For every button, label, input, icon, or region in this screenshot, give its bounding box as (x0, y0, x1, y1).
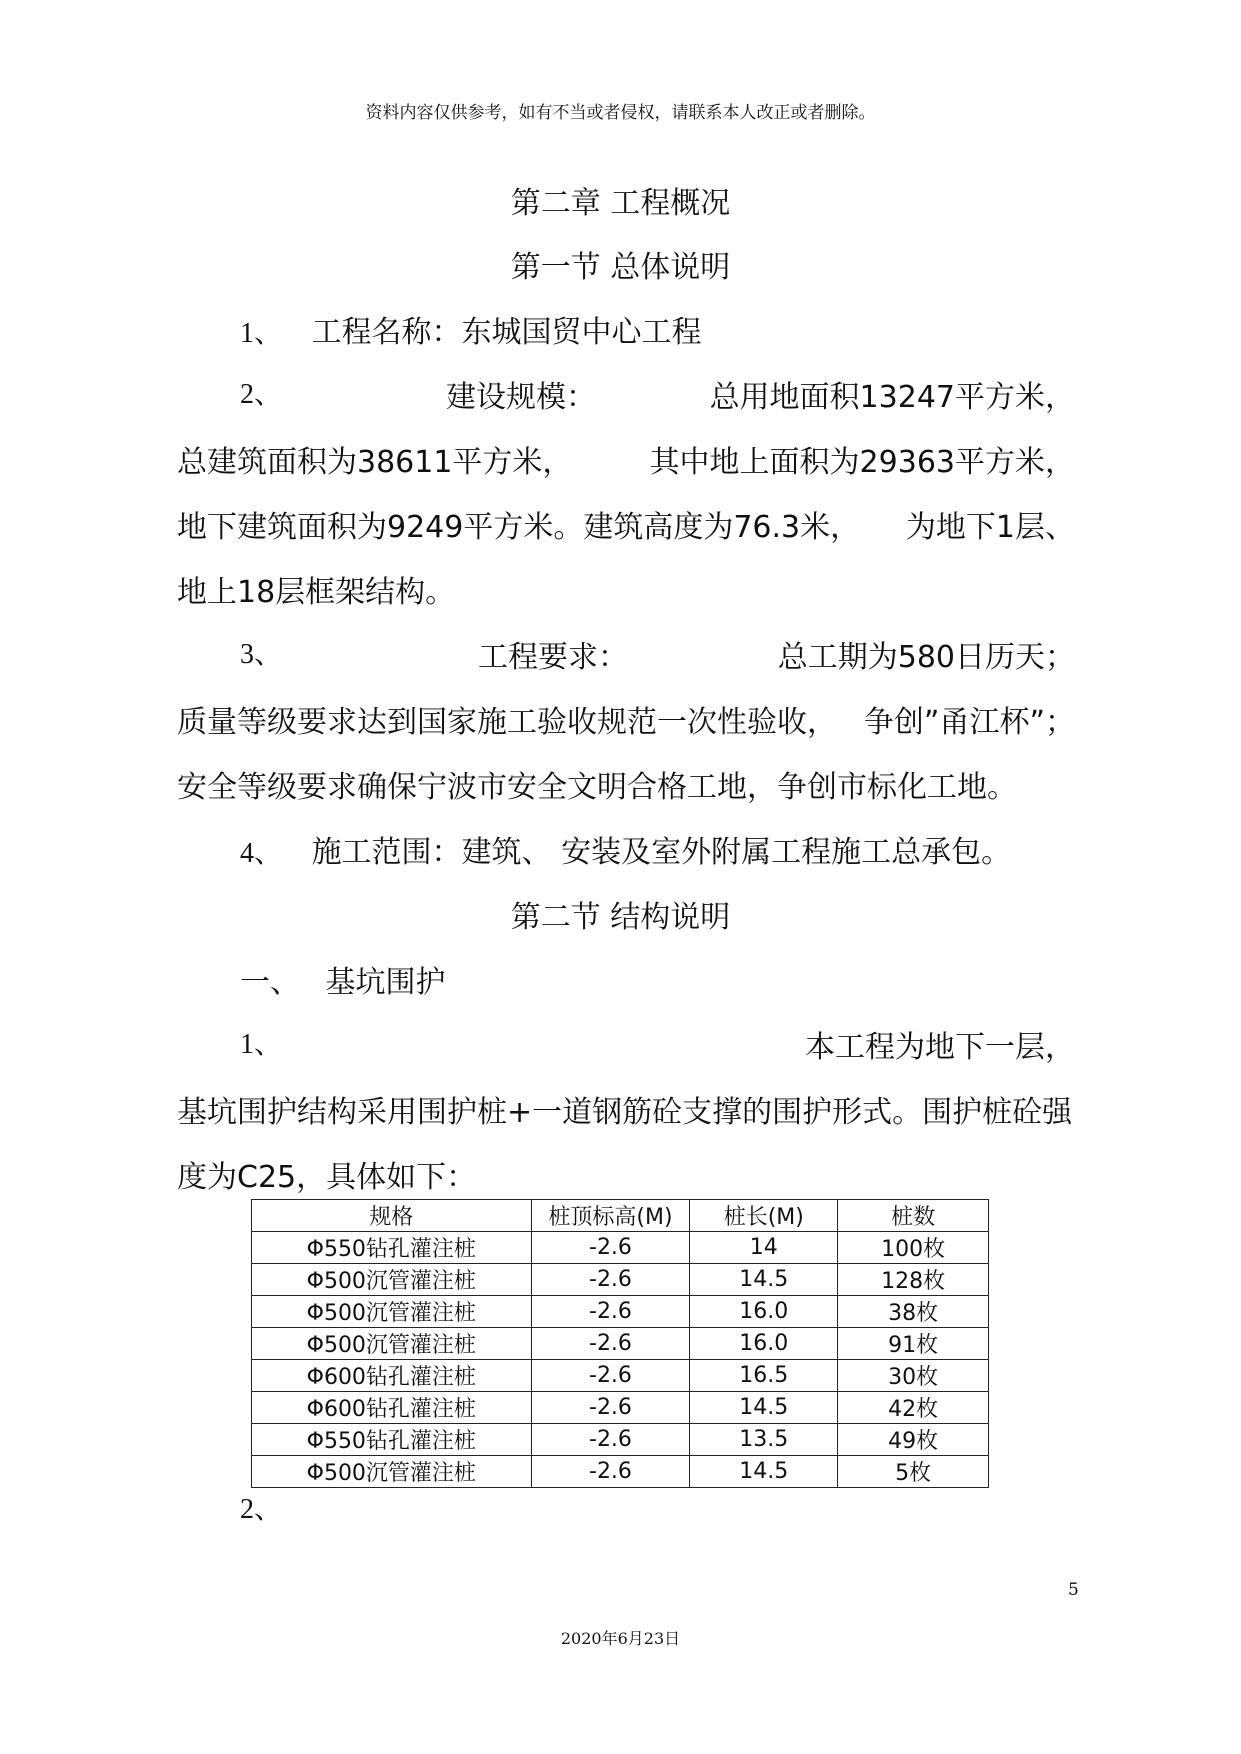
item-3-line2a: 质量等级要求达到国家施工验收规范一次性验收， (177, 705, 837, 740)
cell-count: 5枚 (838, 1456, 989, 1488)
cell-length: 16.0 (690, 1328, 838, 1360)
item-3-label: 工程要求： (478, 640, 628, 675)
cell-count: 30枚 (838, 1360, 989, 1392)
item-2-label: 建设规模： (446, 380, 596, 415)
footer-date: 2020年6月23日 (560, 1629, 681, 1648)
item-3-number: 3、 (240, 639, 283, 670)
pit-item-1-number: 1、 (240, 1029, 283, 1060)
table-row (252, 1328, 989, 1360)
pit-item-1-line2: 基坑围护结构采用围护桩+一道钢筋砼支撑的围护形式。围护桩砼强 (177, 1095, 1073, 1130)
item-2-line3a: 地下建筑面积为9249平方米。建筑高度为76.3米， (177, 510, 861, 545)
cell-spec: Φ500沉管灌注桩 (252, 1456, 532, 1488)
cell-spec: Φ500沉管灌注桩 (252, 1328, 532, 1360)
pit-item-1-line3: 度为C25，具体如下： (177, 1160, 477, 1195)
chapter-title: 第二章 工程概况 (510, 186, 731, 221)
item-2-line2a: 总建筑面积为38611平方米， (177, 445, 573, 480)
header-spec: 规格 (252, 1200, 532, 1232)
cell-length: 14.5 (690, 1456, 838, 1488)
cell-length: 14.5 (690, 1264, 838, 1296)
item-4 (240, 827, 1011, 871)
pile-table (251, 1199, 989, 1488)
section-title-structure: 第二节 结构说明 (510, 900, 731, 935)
table-row (252, 1296, 989, 1328)
cell-count: 91枚 (838, 1328, 989, 1360)
table-row (252, 1360, 989, 1392)
cell-top-elevation: -2.6 (531, 1424, 690, 1456)
cell-top-elevation: -2.6 (531, 1456, 690, 1488)
cell-length: 14 (690, 1232, 838, 1264)
page-number: 5 (1068, 1580, 1079, 1600)
cell-spec: Φ550钻孔灌注桩 (252, 1232, 532, 1264)
table-row (252, 1232, 989, 1264)
subsection-pit-support (240, 957, 446, 1001)
header-top-elevation: 桩顶标高(M) (531, 1200, 690, 1232)
cell-top-elevation: -2.6 (531, 1296, 690, 1328)
pit-item-2-number: 2、 (240, 1494, 283, 1525)
cell-count: 49枚 (838, 1424, 989, 1456)
cell-spec: Φ600钻孔灌注桩 (252, 1360, 532, 1392)
table-row (252, 1424, 989, 1456)
cell-top-elevation: -2.6 (531, 1328, 690, 1360)
item-3-line1: 总工期为580日历天； (777, 640, 1075, 675)
table-row (252, 1392, 989, 1424)
cell-count: 100枚 (838, 1232, 989, 1264)
cell-count: 42枚 (838, 1392, 989, 1424)
item-4-text: 施工范围：建筑、 安装及室外附属工程施工总承包。 (311, 835, 1012, 870)
table-row (252, 1456, 989, 1488)
item-1-text: 工程名称：东城国贸中心工程 (311, 315, 702, 350)
item-3-line3: 安全等级要求确保宁波市安全文明合格工地，争创市标化工地。 (177, 770, 1017, 805)
item-1-number: 1、 (240, 318, 283, 349)
cell-count: 128枚 (838, 1264, 989, 1296)
pit-item-1-line1: 本工程为地下一层， (805, 1030, 1075, 1065)
cell-spec: Φ600钻孔灌注桩 (252, 1392, 532, 1424)
cell-spec: Φ550钻孔灌注桩 (252, 1424, 532, 1456)
cell-count: 38枚 (838, 1296, 989, 1328)
cell-spec: Φ500沉管灌注桩 (252, 1264, 532, 1296)
header-disclaimer: 资料内容仅供参考，如有不当或者侵权，请联系本人改正或者删除。 (365, 103, 876, 123)
subsection-number: 一、 (240, 965, 300, 1000)
cell-top-elevation: -2.6 (531, 1392, 690, 1424)
cell-top-elevation: -2.6 (531, 1360, 690, 1392)
table-row (252, 1264, 989, 1296)
header-length: 桩长(M) (690, 1200, 838, 1232)
item-2-line2b: 其中地上面积为29363平方米， (649, 445, 1075, 480)
cell-length: 16.0 (690, 1296, 838, 1328)
cell-top-elevation: -2.6 (531, 1232, 690, 1264)
cell-length: 16.5 (690, 1360, 838, 1392)
item-2-line1: 总用地面积13247平方米， (709, 380, 1075, 415)
item-3-line2b: 争创”甬江杯”； (863, 705, 1075, 740)
pile-table-header-row (252, 1200, 989, 1232)
item-2-number: 2、 (240, 379, 283, 410)
header-count: 桩数 (838, 1200, 989, 1232)
item-2-line3b: 为地下1层、 (905, 510, 1075, 545)
item-4-number: 4、 (240, 838, 283, 869)
item-1 (240, 307, 702, 351)
subsection-text: 基坑围护 (325, 965, 446, 1000)
cell-length: 13.5 (690, 1424, 838, 1456)
section-title-overview: 第一节 总体说明 (510, 250, 731, 285)
cell-spec: Φ500沉管灌注桩 (252, 1296, 532, 1328)
cell-top-elevation: -2.6 (531, 1264, 690, 1296)
cell-length: 14.5 (690, 1392, 838, 1424)
item-2-line4: 地上18层框架结构。 (177, 575, 456, 610)
